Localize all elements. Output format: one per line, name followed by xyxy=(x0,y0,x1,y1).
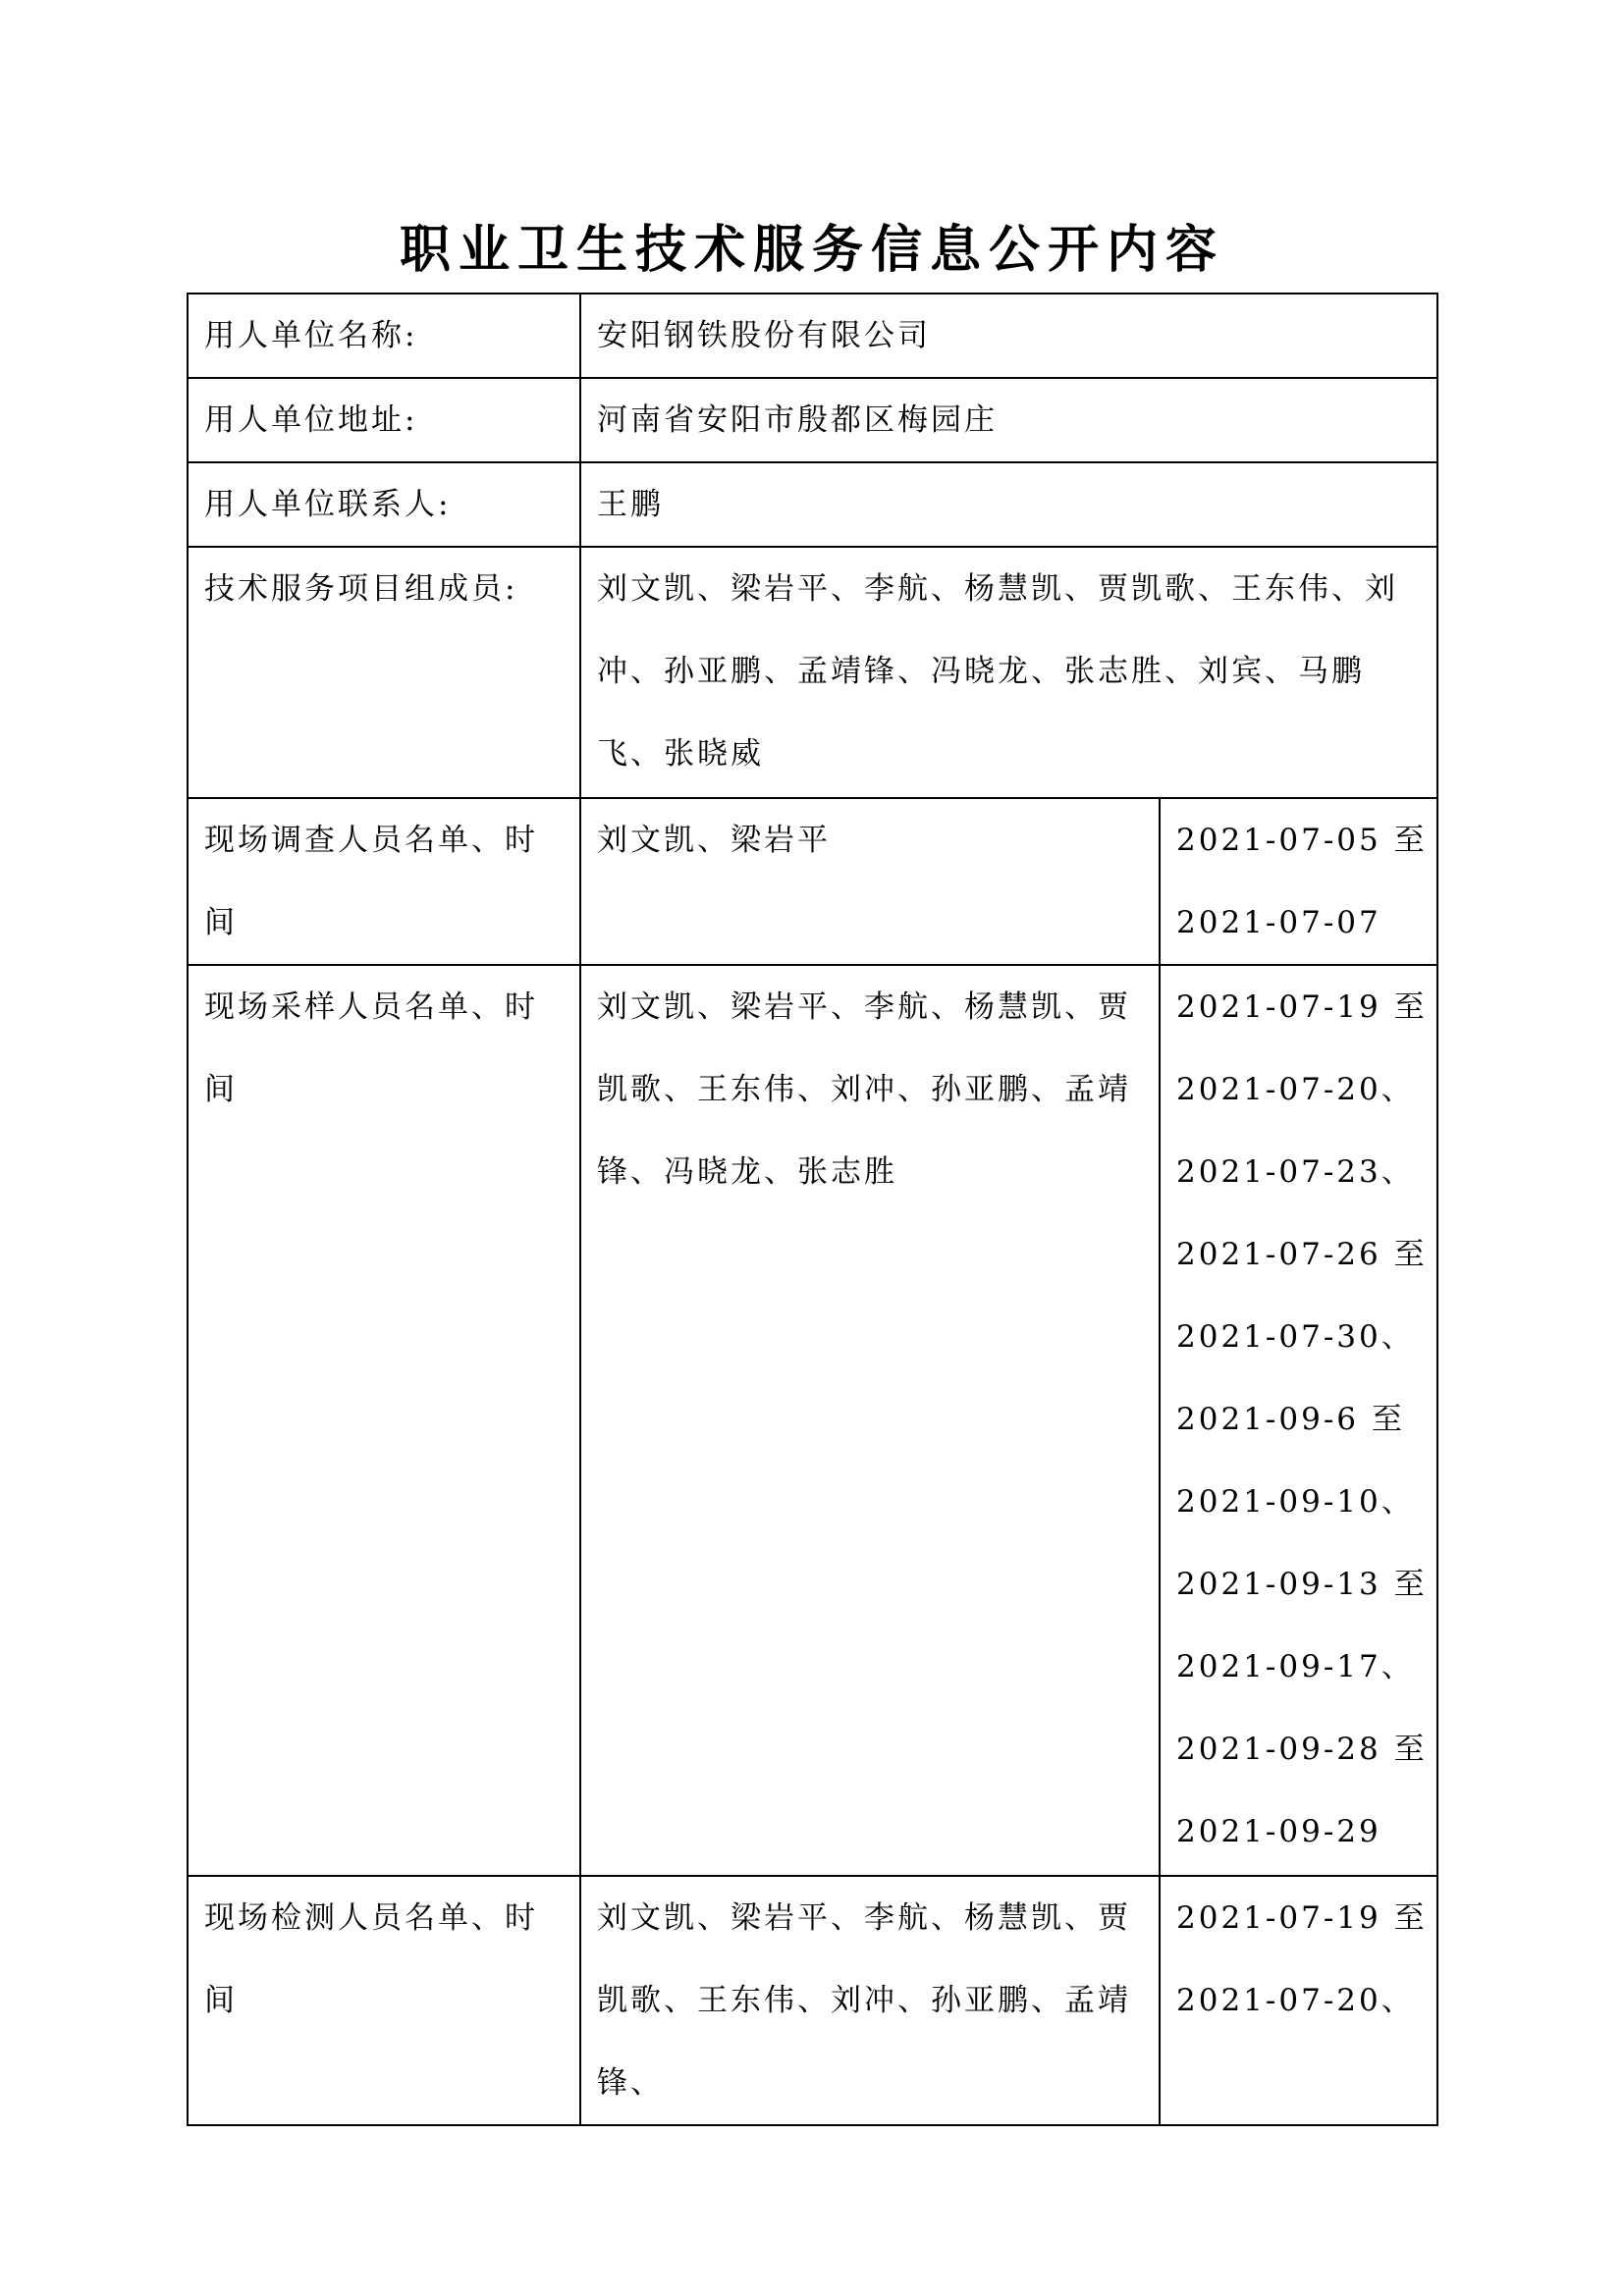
table-row xyxy=(188,462,1437,547)
date-line: 2021-07-26 至 xyxy=(1176,1237,1428,1272)
date-line: 2021-07-23、 xyxy=(1176,1154,1415,1190)
date-line: 2021-07-19 至 xyxy=(1176,989,1428,1025)
table-row xyxy=(188,798,1437,965)
date-line: 2021-09-6 至 xyxy=(1176,1402,1405,1437)
site-sampling-dates xyxy=(1160,965,1437,1876)
table-row xyxy=(188,1876,1437,2125)
info-table xyxy=(187,293,1438,2126)
date-line: 2021-07-20、 xyxy=(1176,1983,1415,2018)
employer-name-value: 安阳钢铁股份有限公司 xyxy=(580,294,1437,378)
site-sampling-names: 刘文凯、梁岩平、李航、杨慧凯、贾凯歌、王东伟、刘冲、孙亚鹏、孟靖锋、冯晓龙、张志胜 xyxy=(580,965,1160,1876)
date-line: 2021-07-20、 xyxy=(1176,1072,1415,1107)
employer-contact-value: 王鹏 xyxy=(580,462,1437,547)
employer-name-label: 用人单位名称: xyxy=(188,294,580,378)
employer-address-label: 用人单位地址: xyxy=(188,378,580,462)
date-line: 2021-09-28 至 xyxy=(1176,1732,1428,1767)
date-line: 2021-07-07 xyxy=(1176,905,1381,940)
site-survey-names: 刘文凯、梁岩平 xyxy=(580,798,1160,965)
table-row xyxy=(188,965,1437,1876)
project-members-value: 刘文凯、梁岩平、李航、杨慧凯、贾凯歌、王东伟、刘冲、孙亚鹏、孟靖锋、冯晓龙、张志胜、刘宾、马鹏飞、张晓威 xyxy=(580,547,1437,798)
date-line: 2021-09-17、 xyxy=(1176,1649,1415,1684)
date-line: 2021-07-30、 xyxy=(1176,1319,1415,1355)
site-survey-label: 现场调查人员名单、时间 xyxy=(188,798,580,965)
page-title: 职业卫生技术服务信息公开内容 xyxy=(399,221,1224,280)
table-row xyxy=(188,547,1437,798)
date-line: 2021-09-29 xyxy=(1176,1814,1381,1849)
employer-contact-label: 用人单位联系人: xyxy=(188,462,580,547)
site-sampling-label: 现场采样人员名单、时间 xyxy=(188,965,580,1876)
site-survey-dates xyxy=(1160,798,1437,965)
site-testing-label: 现场检测人员名单、时间 xyxy=(188,1876,580,2125)
site-testing-names: 刘文凯、梁岩平、李航、杨慧凯、贾凯歌、王东伟、刘冲、孙亚鹏、孟靖锋、 xyxy=(580,1876,1160,2125)
project-members-label: 技术服务项目组成员: xyxy=(188,547,580,798)
date-line: 2021-09-10、 xyxy=(1176,1484,1415,1520)
date-line: 2021-07-05 至 xyxy=(1176,823,1428,858)
table-row xyxy=(188,294,1437,378)
site-testing-dates xyxy=(1160,1876,1437,2125)
employer-address-value: 河南省安阳市殷都区梅园庄 xyxy=(580,378,1437,462)
date-line: 2021-09-13 至 xyxy=(1176,1567,1428,1602)
date-line: 2021-07-19 至 xyxy=(1176,1900,1428,1936)
table-row xyxy=(188,378,1437,462)
